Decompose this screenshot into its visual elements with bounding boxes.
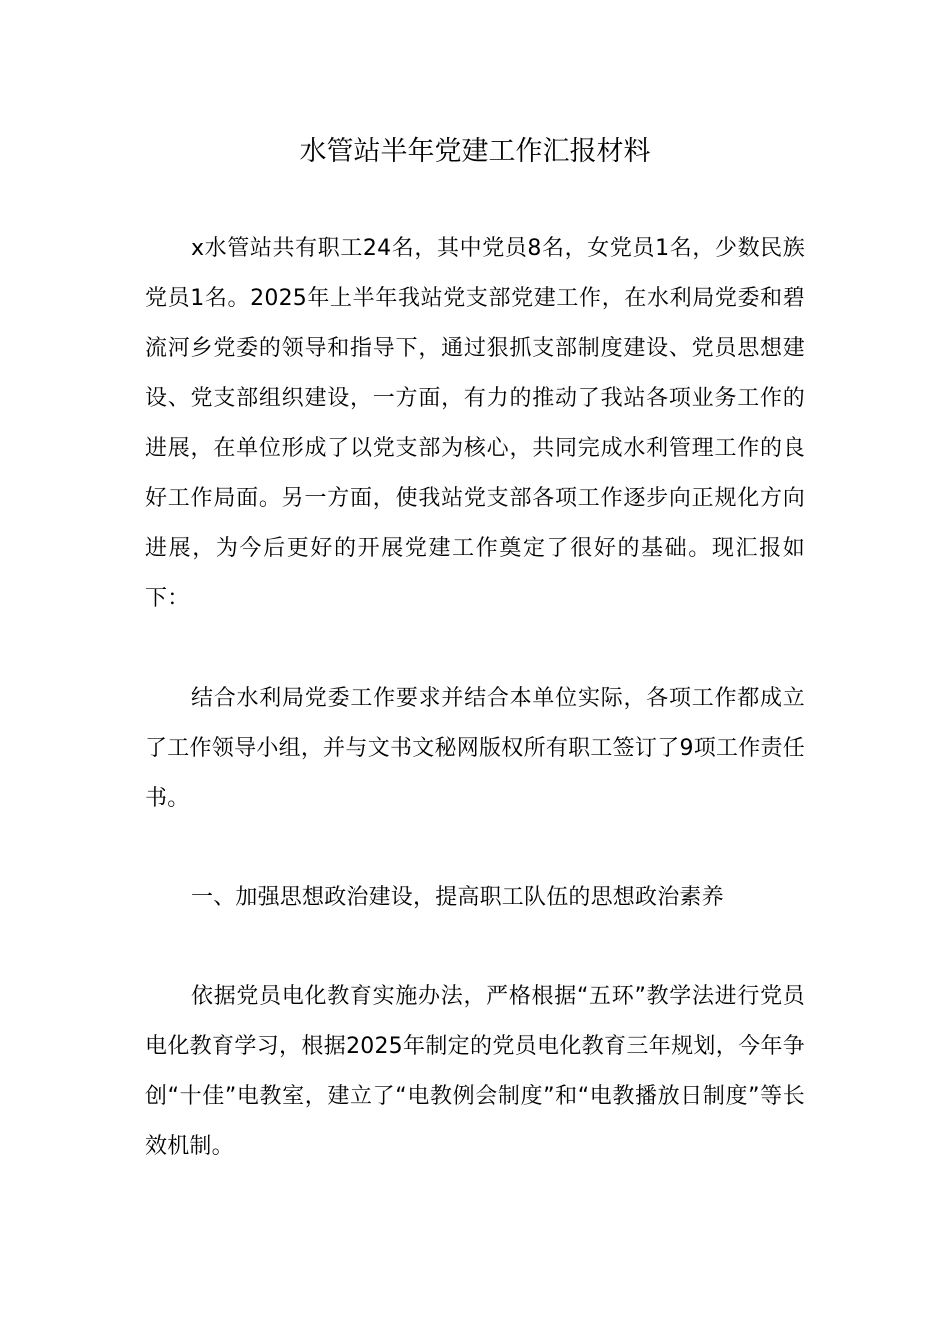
paragraph-education: 依据党员电化教育实施办法，严格根据“五环”教学法进行党员电化教育学习，根据2025年制定的党员电化教育三年规划，今年争创“十佳”电教室，建立了“电教例会制度”和“电教播放日制度”等长效机制。 [145,984,805,1159]
section-heading-1: 一、加强思想政治建设，提高职工队伍的思想政治素养 [191,885,724,910]
document-title: 水管站半年党建工作汇报材料 [299,136,651,167]
paragraph-leadership: 结合水利局党委工作要求并结合本单位实际，各项工作都成立了工作领导小组，并与文书文秘网版权所有职工签订了9项工作责任书。 [145,686,805,811]
paragraph-intro: x水管站共有职工24名，其中党员8名，女党员1名，少数民族党员1名。2025年上半年我站党支部党建工作，在水利局党委和碧流河乡党委的领导和指导下，通过狠抓支部制度建设、党员思想建设、党支部组织建设，一方面，有力的推动了我站各项业务工作的进展，在单位形成了以党支部为核心，共同完成水利管理工作的良好工作局面。另一方面，使我站党支部各项工作逐步向正规化方向进展，为今后更好的开展党建工作奠定了很好的基础。现汇报如下： [145,236,805,611]
